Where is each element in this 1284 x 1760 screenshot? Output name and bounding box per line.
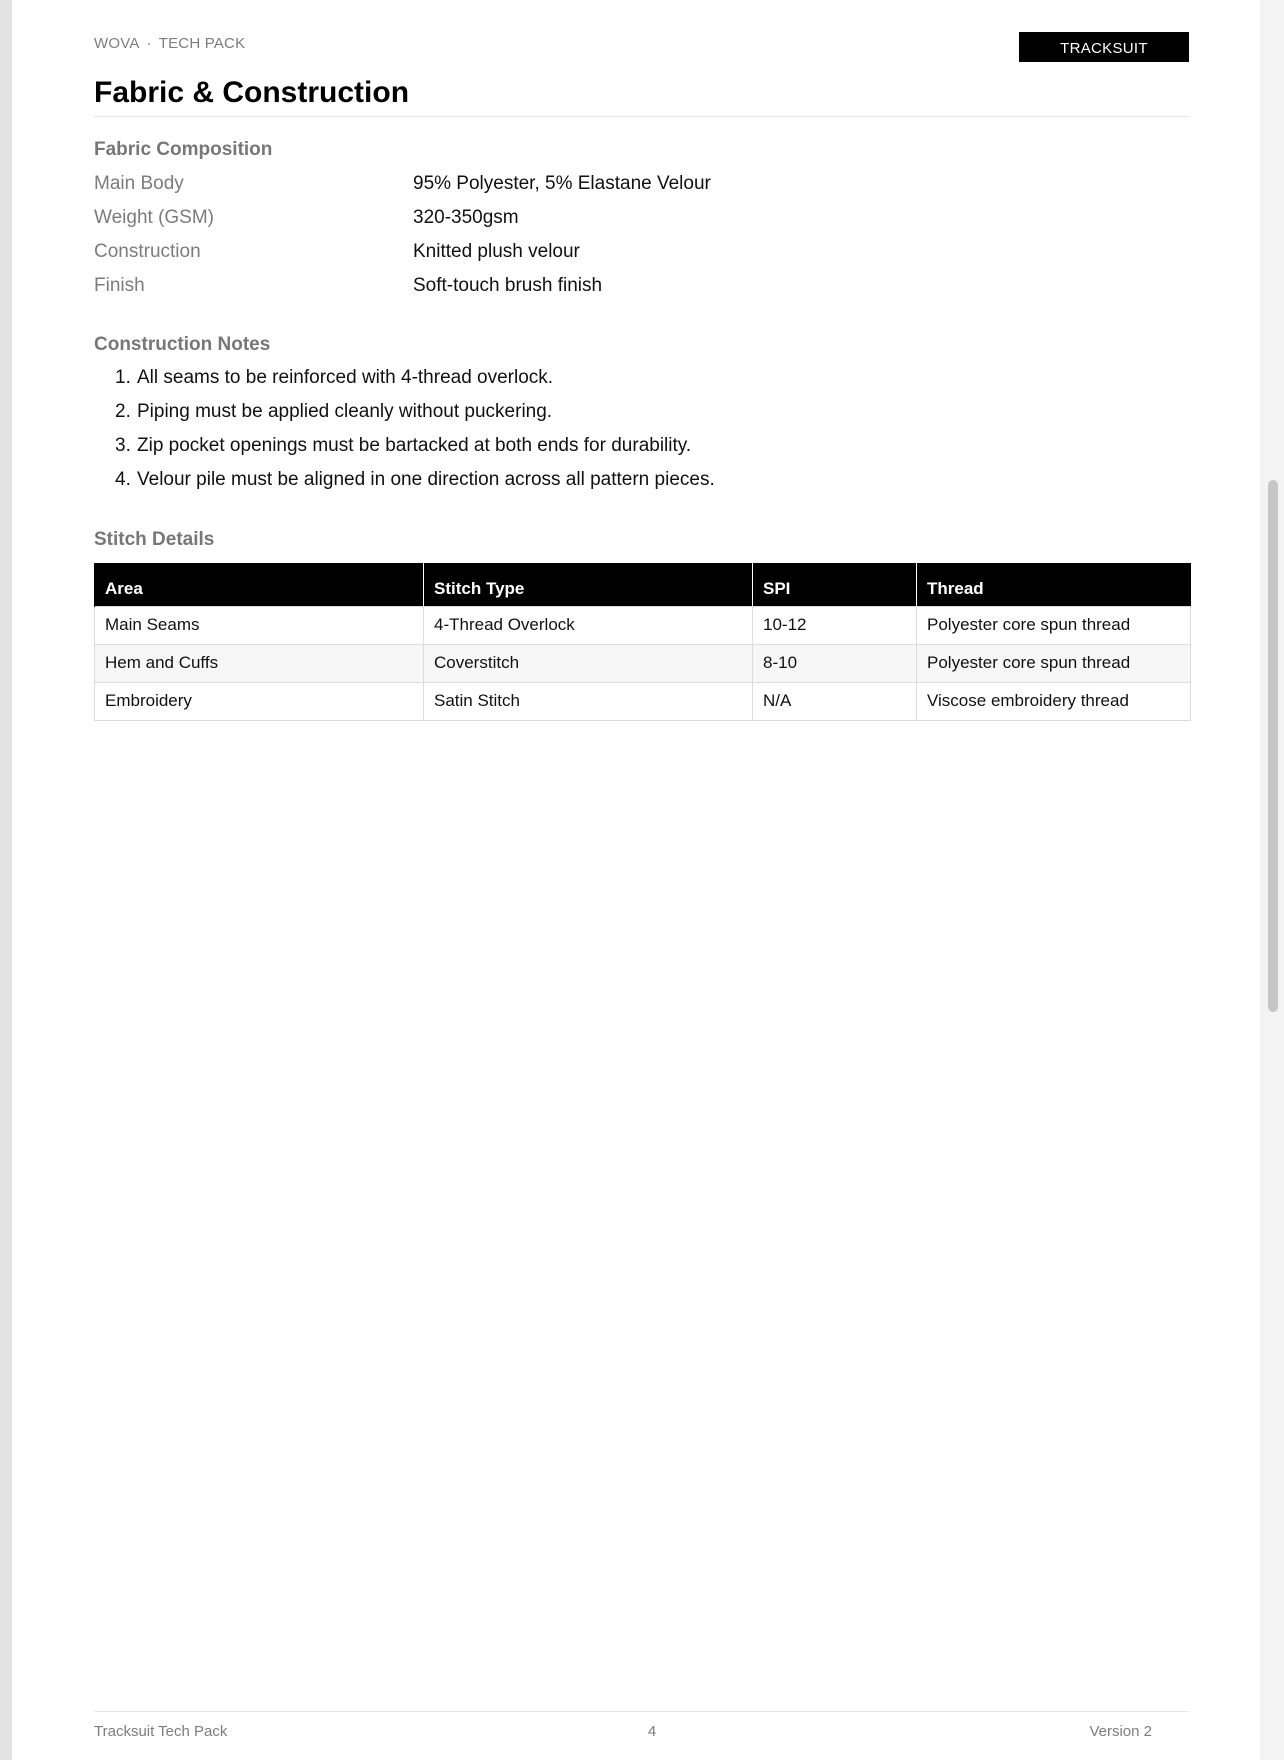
table-cell: Viscose embroidery thread bbox=[917, 682, 1191, 720]
table-cell: Polyester core spun thread bbox=[917, 644, 1191, 682]
column-header-thread: Thread bbox=[917, 563, 1191, 606]
spec-row-main-body bbox=[94, 171, 1094, 197]
table-row bbox=[95, 644, 1191, 682]
spec-value: Soft-touch brush finish bbox=[413, 275, 603, 296]
note-number: 1. bbox=[115, 367, 131, 388]
table-row bbox=[95, 606, 1191, 644]
page-title: Fabric & Construction bbox=[94, 76, 410, 109]
header-separator: · bbox=[146, 35, 152, 52]
vertical-scrollbar[interactable] bbox=[1260, 0, 1284, 1760]
note-text: Piping must be applied cleanly without puckering. bbox=[137, 401, 553, 422]
table-cell: N/A bbox=[753, 682, 917, 720]
list-item bbox=[94, 399, 715, 433]
note-number: 3. bbox=[115, 435, 131, 456]
table-cell: Embroidery bbox=[95, 682, 424, 720]
footer-divider bbox=[94, 1711, 1189, 1712]
note-number: 4. bbox=[115, 469, 131, 490]
footer-page-number: 4 bbox=[647, 1723, 657, 1740]
column-header-stitch-type: Stitch Type bbox=[424, 563, 753, 606]
doc-type: TECH PACK bbox=[158, 35, 246, 52]
column-header-spi: SPI bbox=[753, 563, 917, 606]
table-cell: 10-12 bbox=[753, 606, 917, 644]
spec-label: Main Body bbox=[94, 173, 184, 194]
table-cell: Hem and Cuffs bbox=[95, 644, 424, 682]
table-cell: Coverstitch bbox=[424, 644, 753, 682]
list-item bbox=[94, 365, 715, 399]
fabric-composition-heading: Fabric Composition bbox=[94, 139, 273, 160]
footer-version: Version 2 bbox=[1089, 1723, 1152, 1740]
note-text: Zip pocket openings must be bartacked at both ends for durability. bbox=[137, 435, 692, 456]
note-text: All seams to be reinforced with 4-thread overlock. bbox=[137, 367, 554, 388]
spec-row-finish bbox=[94, 273, 1094, 299]
spec-value: 95% Polyester, 5% Elastane Velour bbox=[413, 173, 711, 194]
doc-header-breadcrumb bbox=[94, 35, 245, 52]
spec-row-construction bbox=[94, 239, 1094, 265]
table-row bbox=[95, 682, 1191, 720]
list-item bbox=[94, 467, 715, 501]
list-item bbox=[94, 433, 715, 467]
product-badge: TRACKSUIT bbox=[1019, 32, 1189, 62]
spec-row-weight bbox=[94, 205, 1094, 231]
brand-name: WOVA bbox=[94, 35, 140, 52]
construction-notes-heading: Construction Notes bbox=[94, 334, 271, 355]
spec-label: Finish bbox=[94, 275, 145, 296]
table-cell: 8-10 bbox=[753, 644, 917, 682]
stitch-details-table bbox=[94, 563, 1191, 721]
table-cell: Polyester core spun thread bbox=[917, 606, 1191, 644]
stitch-details-heading: Stitch Details bbox=[94, 529, 215, 550]
spec-value: Knitted plush velour bbox=[413, 241, 580, 262]
footer-document-name: Tracksuit Tech Pack bbox=[94, 1723, 228, 1740]
column-header-area: Area bbox=[95, 563, 424, 606]
spec-label: Construction bbox=[94, 241, 201, 262]
table-cell: 4-Thread Overlock bbox=[424, 606, 753, 644]
table-cell: Satin Stitch bbox=[424, 682, 753, 720]
document-page bbox=[12, 0, 1260, 1760]
spec-value: 320-350gsm bbox=[413, 207, 519, 228]
construction-notes-list bbox=[94, 365, 715, 501]
table-header-row bbox=[95, 563, 1191, 606]
table-cell: Main Seams bbox=[95, 606, 424, 644]
note-number: 2. bbox=[115, 401, 131, 422]
spec-label: Weight (GSM) bbox=[94, 207, 215, 228]
scrollbar-thumb[interactable] bbox=[1268, 480, 1278, 1012]
title-divider bbox=[94, 116, 1189, 117]
note-text: Velour pile must be aligned in one direction across all pattern pieces. bbox=[137, 469, 715, 490]
